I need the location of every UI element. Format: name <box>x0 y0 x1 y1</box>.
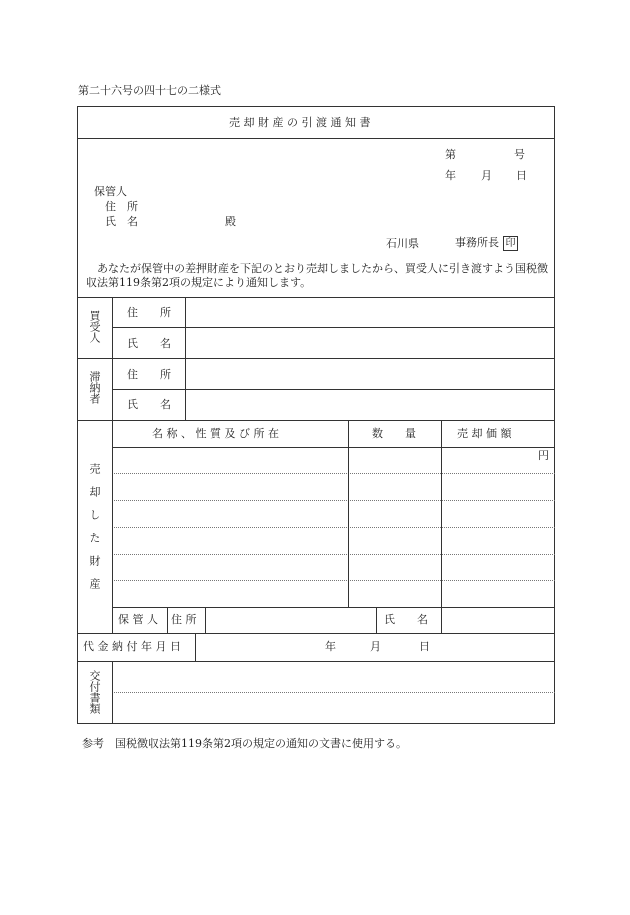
date-year: 年 <box>445 169 456 182</box>
col-qty-header: 数 量 <box>372 427 416 440</box>
rule-buyer-bottom <box>77 358 555 359</box>
delinquent-label: 滞納者 <box>88 371 101 404</box>
date-month: 月 <box>481 169 492 182</box>
rule-property-header <box>112 447 555 448</box>
rule-label-col <box>112 297 113 633</box>
rule-qty-left <box>348 420 349 607</box>
col-name-header: 名 称 、 性 質 及 び 所 在 <box>152 427 279 440</box>
delinquent-name-label: 氏 名 <box>127 398 171 411</box>
property-row-line <box>112 473 555 474</box>
rule-title-bottom <box>77 138 555 139</box>
property-row-line <box>112 554 555 555</box>
doc-number-suffix: 号 <box>514 148 525 161</box>
yen-unit: 円 <box>538 449 549 462</box>
property-row-line <box>112 500 555 501</box>
honorific: 殿 <box>225 215 236 228</box>
sender-prefecture: 石川県 <box>386 237 419 250</box>
rule-keeper-b <box>205 607 206 633</box>
rule-keeper-a <box>167 607 168 633</box>
keeper-label: 保 管 人 <box>118 613 158 626</box>
form-code: 第二十六号の四十七の二様式 <box>78 84 221 97</box>
rule-docs-label <box>112 661 113 724</box>
rule-payment-label <box>195 633 196 661</box>
rule-delinquent-bottom <box>77 420 555 421</box>
notice-body: あなたが保管中の差押財産を下記のとおり売却しましたから、買受人に引き渡すよう国税徴収法第119条第2項の規定により通知します。 <box>86 262 548 289</box>
docs-row-line <box>112 692 555 693</box>
rule-keeper-top <box>112 607 555 608</box>
property-label: 売却した財産 <box>88 463 101 601</box>
buyer-address-label: 住 所 <box>127 306 171 319</box>
date-day: 日 <box>516 169 527 182</box>
col-price-header: 売 却 価 額 <box>457 427 512 440</box>
payment-day: 日 <box>419 640 430 653</box>
payment-date-label: 代 金 納 付 年 月 日 <box>83 640 181 653</box>
rule-property-bottom <box>77 633 555 634</box>
payment-year: 年 <box>325 640 336 653</box>
form-title: 売 却 財 産 の 引 渡 通 知 書 <box>229 116 371 129</box>
rule-qty-right <box>441 420 442 633</box>
keeper-name-label: 氏 名 <box>384 613 428 626</box>
custodian-heading: 保管人 <box>94 185 127 198</box>
property-row-line <box>112 580 555 581</box>
delinquent-address-label: 住 所 <box>127 368 171 381</box>
custodian-address-label: 住 所 <box>105 200 138 213</box>
custodian-name-label: 氏 名 <box>105 215 138 228</box>
keeper-address-label: 住 所 <box>171 613 197 626</box>
delivery-docs-label: 交付書類 <box>88 670 101 714</box>
rule-header-bottom <box>77 297 555 298</box>
notice-form <box>77 106 555 724</box>
property-row-line <box>112 527 555 528</box>
sender-title-text: 事務所長 <box>455 236 499 249</box>
reference-note: 参考 国税徴収法第119条第2項の規定の通知の文書に使用する。 <box>82 737 407 750</box>
rule-keeper-c <box>376 607 377 633</box>
rule-field-col <box>185 297 186 420</box>
buyer-label: 買受人 <box>88 310 101 343</box>
rule-delinquent-mid <box>112 389 555 390</box>
rule-buyer-mid <box>112 327 555 328</box>
payment-month: 月 <box>370 640 381 653</box>
seal-icon: 印 <box>503 236 518 251</box>
buyer-name-label: 氏 名 <box>127 337 171 350</box>
rule-payment-bottom <box>77 661 555 662</box>
sender-title <box>455 236 518 251</box>
doc-number-prefix: 第 <box>445 148 456 161</box>
